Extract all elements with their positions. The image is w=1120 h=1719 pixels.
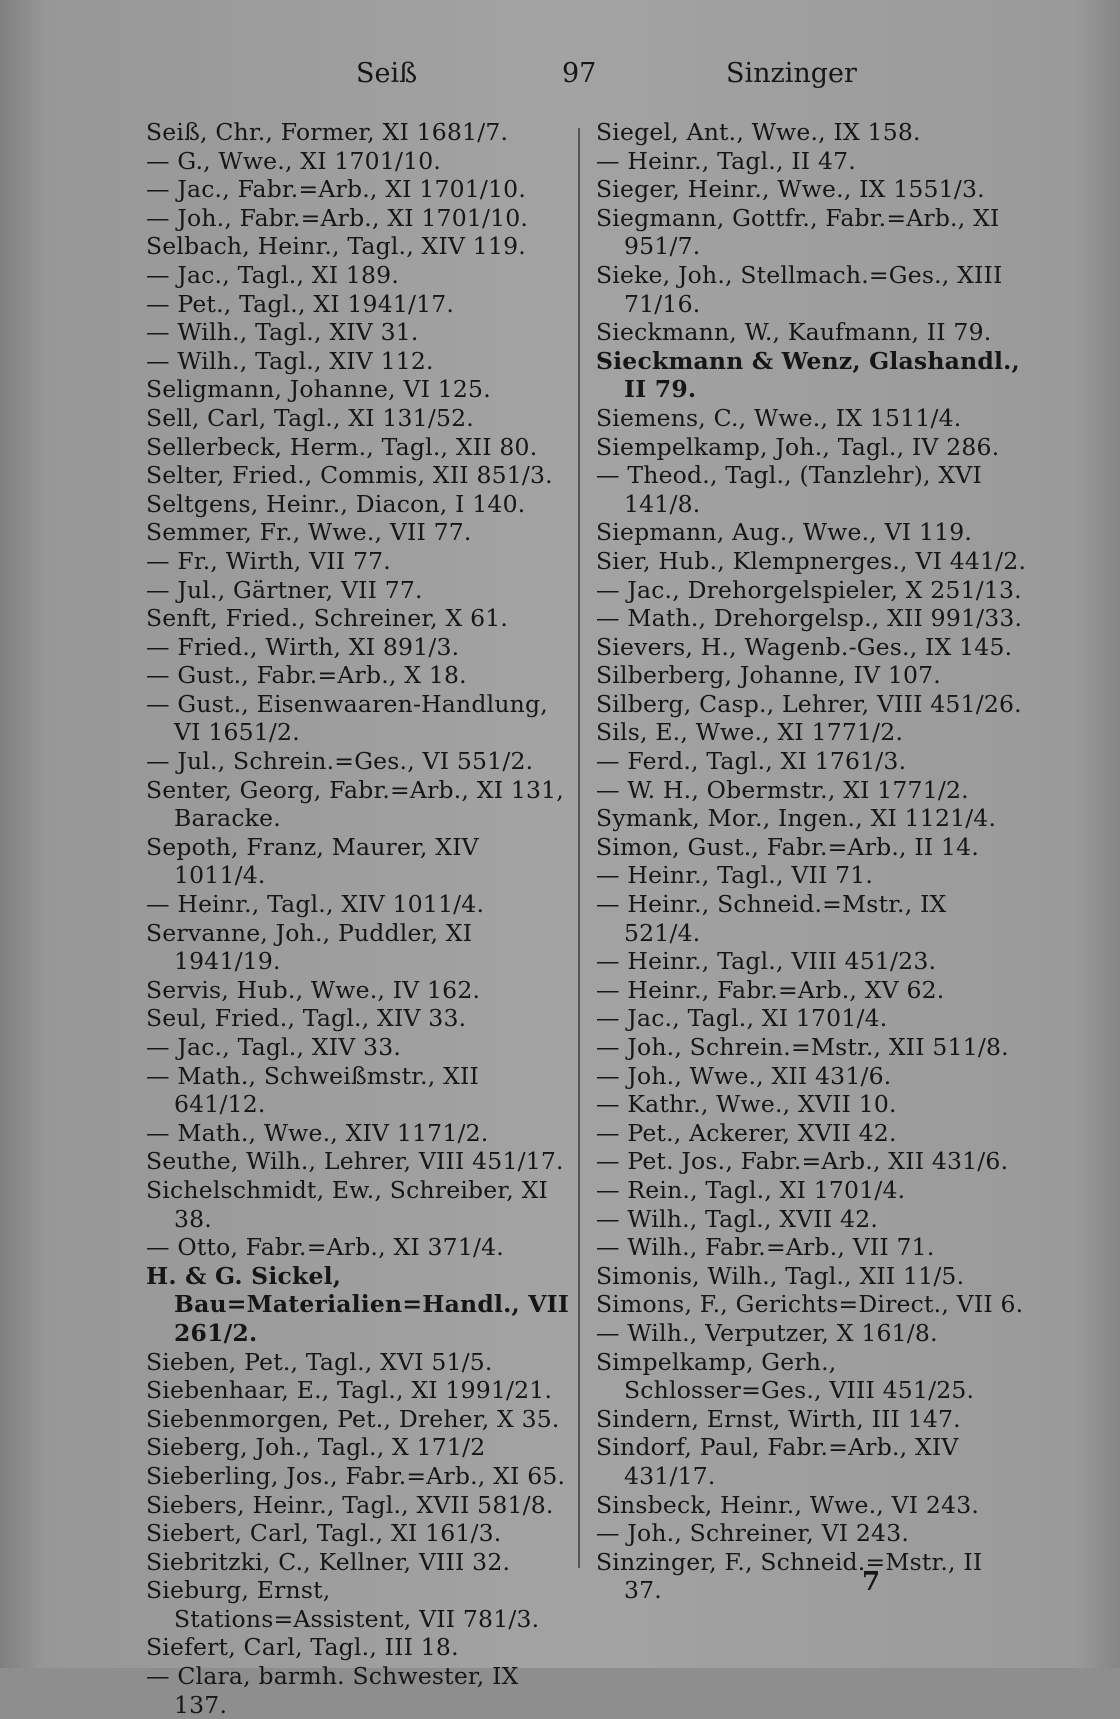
directory-entry: Symank, Mor., Ingen., XI 1121/4. bbox=[596, 804, 997, 833]
directory-entry: Sinsbeck, Heinr., Wwe., VI 243. bbox=[596, 1490, 980, 1519]
directory-entry: Sieger, Heinr., Wwe., IX 1551/3. bbox=[596, 175, 985, 204]
directory-entry: — Kathr., Wwe., XVII 10. bbox=[596, 1090, 897, 1119]
directory-entry: Seul, Fried., Tagl., XIV 33. bbox=[146, 1004, 467, 1033]
page-header bbox=[0, 58, 1120, 98]
directory-entry: — Wilh., Tagl., XIV 31. bbox=[146, 318, 419, 347]
directory-entry: — W. H., Obermstr., XI 1771/2. bbox=[596, 775, 969, 804]
directory-entry: Sell, Carl, Tagl., XI 131/52. bbox=[146, 403, 474, 432]
directory-entry: Siegel, Ant., Wwe., IX 158. bbox=[596, 118, 921, 146]
directory-entry: — Jac., Tagl., XI 1701/4. bbox=[596, 1004, 888, 1033]
directory-entry: — Wilh., Tagl., XIV 112. bbox=[146, 346, 434, 375]
directory-entry: Selbach, Heinr., Tagl., XIV 119. bbox=[146, 232, 526, 261]
column-divider bbox=[578, 128, 580, 1568]
directory-entry: Seiß, Chr., Former, XI 1681/7. bbox=[146, 118, 509, 146]
directory-entry: — Fried., Wirth, XI 891/3. bbox=[146, 632, 460, 661]
directory-entry: — Jac., Drehorgelspieler, X 251/13. bbox=[596, 575, 1022, 604]
directory-entry: Siebers, Heinr., Tagl., XVII 581/8. bbox=[146, 1490, 554, 1519]
directory-entry: — Jac., Tagl., XI 189. bbox=[146, 260, 400, 289]
directory-entry: Seuthe, Wilh., Lehrer, VIII 451/17. bbox=[146, 1147, 564, 1176]
directory-entry: — Pet., Ackerer, XVII 42. bbox=[596, 1118, 897, 1147]
directory-entry: Siefert, Carl, Tagl., III 18. bbox=[146, 1633, 459, 1662]
directory-entry: — Fr., Wirth, VII 77. bbox=[146, 546, 391, 575]
directory-entry: — Ferd., Tagl., XI 1761/3. bbox=[596, 747, 907, 776]
directory-entry: Siepmann, Aug., Wwe., VI 119. bbox=[596, 518, 973, 547]
directory-entry: — Joh., Schrein.=Mstr., XII 511/8. bbox=[596, 1033, 1009, 1061]
directory-entry: Sellerbeck, Herm., Tagl., XII 80. bbox=[146, 432, 538, 461]
directory-entry: Sieburg, Ernst, Stations=Assistent, VII 781/3. bbox=[146, 1576, 540, 1633]
directory-entry: — Joh., Fabr.=Arb., XI 1701/10. bbox=[146, 203, 529, 232]
directory-entry: Siebritzki, C., Kellner, VIII 32. bbox=[146, 1547, 511, 1576]
directory-entry: H. & G. Sickel, Bau=Materialien=Handl., VII 261/2. bbox=[146, 1261, 570, 1347]
directory-entry: Sieberling, Jos., Fabr.=Arb., XI 65. bbox=[146, 1461, 566, 1490]
page-number: 97 bbox=[562, 58, 597, 89]
directory-entry: Siebenmorgen, Pet., Dreher, X 35. bbox=[146, 1404, 560, 1433]
directory-entry: Siebenhaar, E., Tagl., XI 1991/21. bbox=[146, 1376, 553, 1405]
directory-entry: Simons, F., Gerichts=Direct., VII 6. bbox=[596, 1290, 1024, 1319]
directory-entry: — Heinr., Tagl., XIV 1011/4. bbox=[146, 890, 485, 919]
directory-entry: Sievers, H., Wagenb.-Ges., IX 145. bbox=[596, 632, 1013, 661]
directory-entry: Sindorf, Paul, Fabr.=Arb., XIV 431/17. bbox=[596, 1433, 959, 1490]
directory-entry: — Jul., Gärtner, VII 77. bbox=[146, 575, 423, 604]
directory-entry: Sieckmann, W., Kaufmann, II 79. bbox=[596, 318, 992, 347]
directory-entry: — Gust., Fabr.=Arb., X 18. bbox=[146, 661, 467, 690]
directory-entry: Siempelkamp, Joh., Tagl., IV 286. bbox=[596, 432, 1000, 461]
header-last-name: Sinzinger bbox=[726, 58, 857, 89]
directory-entry: — Heinr., Schneid.=Mstr., IX 521/4. bbox=[596, 890, 947, 947]
directory-entry: — Wilh., Verputzer, X 161/8. bbox=[596, 1318, 938, 1347]
right-column bbox=[596, 118, 1026, 1605]
directory-entry: — Jac., Fabr.=Arb., XI 1701/10. bbox=[146, 175, 526, 204]
directory-entry: — Heinr., Tagl., VIII 451/23. bbox=[596, 947, 937, 976]
directory-entry: — Heinr., Fabr.=Arb., XV 62. bbox=[596, 975, 945, 1004]
directory-entry: Seltgens, Heinr., Diacon, I 140. bbox=[146, 489, 526, 518]
directory-entry: — Rein., Tagl., XI 1701/4. bbox=[596, 1175, 906, 1204]
directory-entry: Seligmann, Johanne, VI 125. bbox=[146, 375, 491, 404]
directory-entry: — Pet., Tagl., XI 1941/17. bbox=[146, 289, 455, 318]
directory-entry: — Joh., Wwe., XII 431/6. bbox=[596, 1061, 892, 1090]
directory-entry: — Wilh., Tagl., XVII 42. bbox=[596, 1204, 879, 1233]
directory-entry: Servanne, Joh., Puddler, XI 1941/19. bbox=[146, 918, 473, 976]
directory-entry: Sieckmann & Wenz, Glashandl., II 79. bbox=[596, 346, 1020, 404]
directory-entry: Sier, Hub., Klempnerges., VI 441/2. bbox=[596, 546, 1027, 575]
directory-entry: — Otto, Fabr.=Arb., XI 371/4. bbox=[146, 1233, 504, 1262]
directory-entry: Simonis, Wilh., Tagl., XII 11/5. bbox=[596, 1261, 965, 1290]
directory-entry: — Joh., Schreiner, VI 243. bbox=[596, 1519, 910, 1548]
header-first-name: Seiß bbox=[356, 58, 418, 89]
directory-entry: Sieke, Joh., Stellmach.=Ges., XIII 71/16. bbox=[596, 260, 1003, 318]
directory-entry: Siegmann, Gottfr., Fabr.=Arb., XI 951/7. bbox=[596, 203, 1000, 261]
directory-entry: Senft, Fried., Schreiner, X 61. bbox=[146, 604, 509, 633]
directory-entry: Sichelschmidt, Ew., Schreiber, XI 38. bbox=[146, 1175, 549, 1233]
directory-entry: — Jac., Tagl., XIV 33. bbox=[146, 1033, 402, 1061]
directory-entry: Sieben, Pet., Tagl., XVI 51/5. bbox=[146, 1347, 493, 1376]
directory-entry: — Heinr., Tagl., VII 71. bbox=[596, 861, 874, 890]
directory-entry: Sindern, Ernst, Wirth, III 147. bbox=[596, 1404, 961, 1433]
directory-entry: Silberg, Casp., Lehrer, VIII 451/26. bbox=[596, 689, 1022, 718]
directory-entry: — Math., Drehorgelsp., XII 991/33. bbox=[596, 604, 1023, 633]
directory-entry: — Math., Wwe., XIV 1171/2. bbox=[146, 1118, 489, 1147]
directory-entry: — Jul., Schrein.=Ges., VI 551/2. bbox=[146, 747, 534, 776]
directory-entry: — Gust., Eisenwaaren-Handlung, VI 1651/2. bbox=[146, 689, 548, 747]
directory-entry: Sinzinger, F., Schneid.=Mstr., II 37. bbox=[596, 1547, 983, 1605]
directory-entry: Siebert, Carl, Tagl., XI 161/3. bbox=[146, 1519, 502, 1548]
directory-entry: Simon, Gust., Fabr.=Arb., II 14. bbox=[596, 832, 979, 861]
directory-entry: Siemens, C., Wwe., IX 1511/4. bbox=[596, 403, 962, 432]
sheet-signature: 7 bbox=[862, 1567, 881, 1597]
directory-entry: Semmer, Fr., Wwe., VII 77. bbox=[146, 518, 472, 547]
directory-entry: Sepoth, Franz, Maurer, XIV 1011/4. bbox=[146, 832, 479, 890]
directory-entry: — Heinr., Tagl., II 47. bbox=[596, 146, 856, 175]
directory-entry: — G., Wwe., XI 1701/10. bbox=[146, 146, 442, 175]
directory-entry: Servis, Hub., Wwe., IV 162. bbox=[146, 975, 481, 1004]
directory-entry: Sieberg, Joh., Tagl., X 171/2 bbox=[146, 1433, 486, 1462]
directory-entry: — Pet. Jos., Fabr.=Arb., XII 431/6. bbox=[596, 1147, 1009, 1176]
directory-entry: — Math., Schweißmstr., XII 641/12. bbox=[146, 1061, 480, 1119]
left-column bbox=[146, 118, 570, 1719]
directory-entry: Silberberg, Johanne, IV 107. bbox=[596, 661, 941, 690]
directory-entry: — Clara, barmh. Schwester, IX 137. bbox=[146, 1662, 519, 1719]
directory-entry: Simpelkamp, Gerh., Schlosser=Ges., VIII 451/25. bbox=[596, 1347, 975, 1405]
directory-entry: Selter, Fried., Commis, XII 851/3. bbox=[146, 461, 553, 490]
directory-entry: — Theod., Tagl., (Tanzlehr), XVI 141/8. bbox=[596, 461, 982, 518]
directory-entry: Senter, Georg, Fabr.=Arb., XI 131, Baracke. bbox=[146, 775, 564, 833]
directory-entry: — Wilh., Fabr.=Arb., VII 71. bbox=[596, 1233, 935, 1262]
directory-entry: Sils, E., Wwe., XI 1771/2. bbox=[596, 718, 904, 747]
